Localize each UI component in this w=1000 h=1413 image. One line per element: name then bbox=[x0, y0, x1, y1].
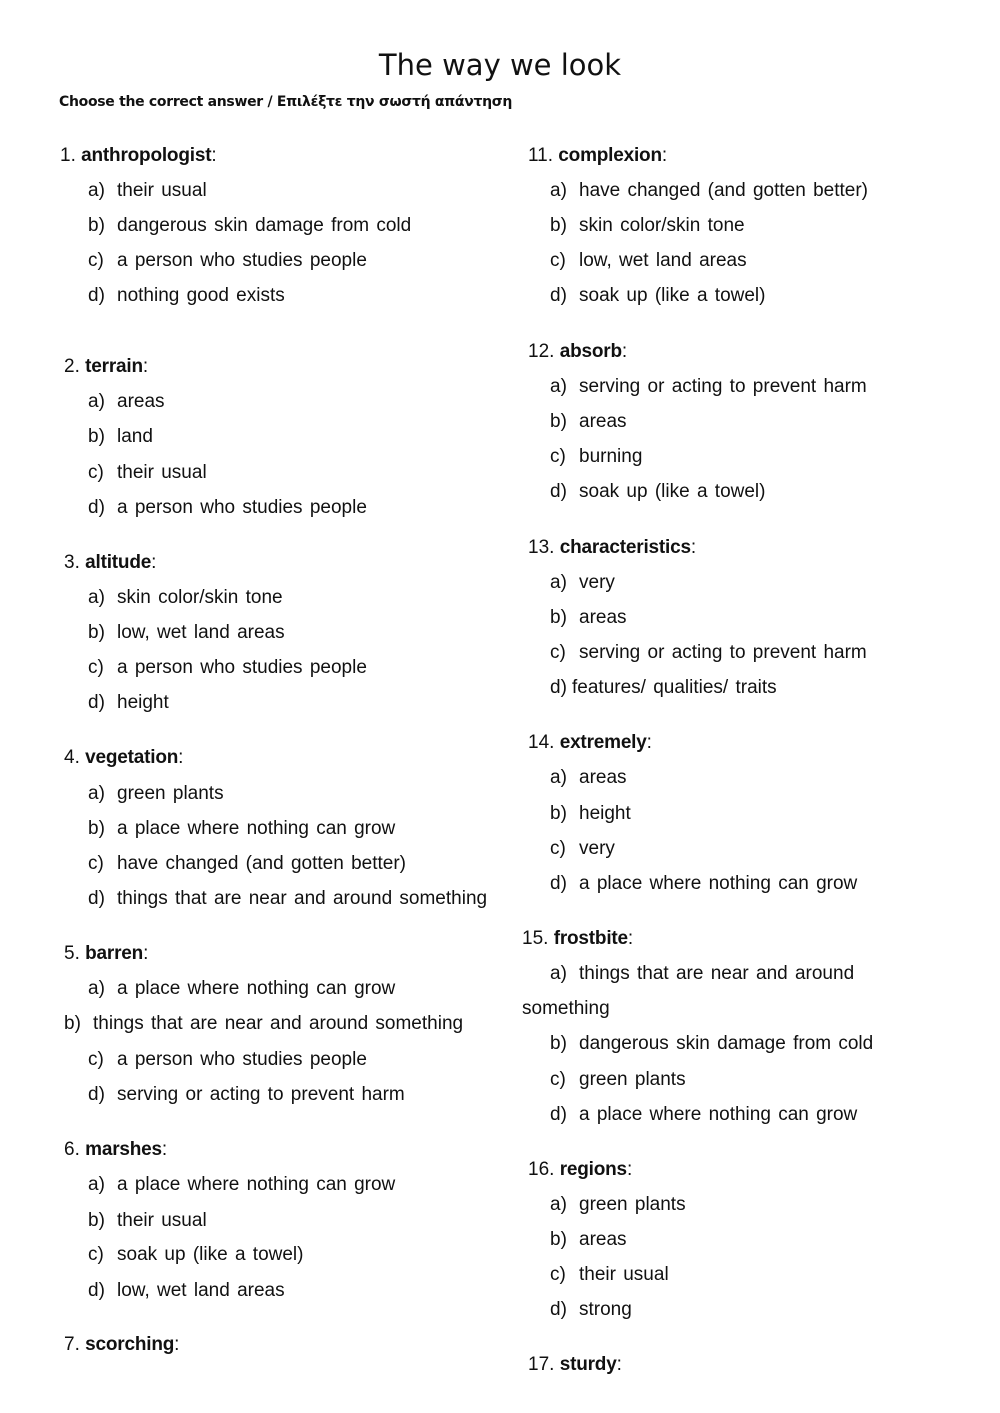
option-letter: d) bbox=[88, 1280, 105, 1301]
option-letter: b) bbox=[88, 215, 105, 236]
option-text: burning bbox=[579, 446, 643, 467]
question-number: 5. bbox=[64, 943, 80, 964]
answer-option[interactable] bbox=[88, 1210, 207, 1232]
question-heading bbox=[528, 537, 696, 559]
option-text: strong bbox=[579, 1299, 632, 1320]
question-number: 14. bbox=[528, 732, 555, 753]
answer-option[interactable] bbox=[88, 818, 395, 840]
option-letter: b) bbox=[550, 1229, 567, 1250]
option-letter: d) bbox=[88, 285, 105, 306]
question-word: complexion bbox=[558, 145, 662, 166]
option-letter: b) bbox=[550, 803, 567, 824]
answer-option[interactable] bbox=[88, 657, 367, 679]
option-letter: d) bbox=[550, 677, 567, 698]
option-letter: a) bbox=[550, 767, 567, 788]
answer-option[interactable] bbox=[88, 215, 411, 237]
option-letter: d) bbox=[88, 497, 105, 518]
answer-option[interactable] bbox=[88, 426, 153, 448]
question-number: 6. bbox=[64, 1139, 80, 1160]
option-letter: a) bbox=[550, 180, 567, 201]
option-text: serving or acting to prevent harm bbox=[579, 376, 867, 397]
question-word: extremely bbox=[559, 732, 647, 753]
option-text: have changed (and gotten better) bbox=[579, 180, 868, 201]
question-heading bbox=[528, 1159, 632, 1181]
question-word: absorb bbox=[559, 341, 622, 362]
option-text: a person who studies people bbox=[117, 1049, 367, 1070]
option-letter: c) bbox=[88, 1049, 104, 1070]
colon: : bbox=[626, 1159, 633, 1180]
colon: : bbox=[616, 1354, 622, 1375]
option-text: green plants bbox=[579, 1069, 686, 1090]
option-letter: a) bbox=[88, 391, 105, 412]
question-heading bbox=[64, 747, 183, 769]
question-word: marshes bbox=[85, 1139, 162, 1160]
option-text: a place where nothing can grow bbox=[117, 818, 396, 839]
option-letter: d) bbox=[550, 285, 567, 306]
option-letter: c) bbox=[88, 657, 104, 678]
option-text: height bbox=[117, 692, 169, 713]
option-text: very bbox=[579, 572, 615, 593]
question-heading bbox=[60, 145, 217, 167]
option-letter: c) bbox=[88, 462, 104, 483]
question-number: 1. bbox=[60, 145, 76, 166]
option-letter: a) bbox=[550, 376, 567, 397]
question-word: sturdy bbox=[559, 1354, 617, 1375]
question-word: scorching bbox=[85, 1334, 175, 1355]
answer-option[interactable] bbox=[88, 1084, 405, 1106]
answer-option[interactable] bbox=[88, 497, 367, 519]
option-letter: b) bbox=[550, 411, 567, 432]
answer-option[interactable] bbox=[88, 285, 285, 307]
option-text: soak up (like a towel) bbox=[579, 285, 766, 306]
question-word: characteristics bbox=[559, 537, 691, 558]
option-text: features/ qualities/ traits bbox=[572, 677, 777, 698]
answer-option[interactable] bbox=[88, 888, 487, 910]
option-text: a place where nothing can grow bbox=[579, 1104, 858, 1125]
option-letter: a) bbox=[88, 180, 105, 201]
option-text: a place where nothing can grow bbox=[117, 1174, 396, 1195]
option-letter: d) bbox=[550, 481, 567, 502]
answer-option[interactable] bbox=[550, 1033, 873, 1055]
answer-option[interactable] bbox=[550, 607, 627, 629]
answer-option[interactable] bbox=[550, 180, 868, 202]
option-text: areas bbox=[579, 1229, 627, 1250]
option-letter: d) bbox=[550, 1104, 567, 1125]
option-text: land bbox=[117, 426, 153, 447]
option-text: a place where nothing can grow bbox=[579, 873, 858, 894]
option-letter: b) bbox=[64, 1013, 81, 1034]
answer-option[interactable] bbox=[550, 1194, 686, 1216]
colon: : bbox=[621, 341, 628, 362]
option-letter: b) bbox=[88, 1210, 105, 1231]
option-text: something bbox=[522, 998, 610, 1019]
option-text: nothing good exists bbox=[117, 285, 285, 306]
option-letter: d) bbox=[88, 692, 105, 713]
colon: : bbox=[142, 356, 149, 377]
colon: : bbox=[211, 145, 217, 166]
option-text: height bbox=[579, 803, 631, 824]
answer-option[interactable] bbox=[88, 391, 165, 413]
question-number: 3. bbox=[64, 552, 80, 573]
option-letter: a) bbox=[88, 783, 105, 804]
option-letter: a) bbox=[550, 963, 567, 984]
option-text: low, wet land areas bbox=[117, 622, 285, 643]
option-letter: c) bbox=[550, 1069, 566, 1090]
answer-option[interactable] bbox=[550, 376, 867, 398]
question-heading bbox=[528, 1354, 622, 1376]
option-letter: b) bbox=[88, 622, 105, 643]
answer-option[interactable] bbox=[88, 250, 367, 272]
answer-option[interactable] bbox=[550, 1104, 857, 1126]
question-heading bbox=[528, 732, 652, 754]
question-heading bbox=[64, 552, 156, 574]
option-text: soak up (like a towel) bbox=[117, 1244, 304, 1265]
option-text: areas bbox=[579, 767, 627, 788]
option-letter: d) bbox=[88, 888, 105, 909]
answer-option[interactable] bbox=[550, 1069, 686, 1091]
option-text: dangerous skin damage from cold bbox=[579, 1033, 874, 1054]
option-text: green plants bbox=[117, 783, 224, 804]
colon: : bbox=[646, 732, 652, 753]
question-heading bbox=[64, 943, 148, 965]
option-letter: a) bbox=[88, 978, 105, 999]
answer-option[interactable] bbox=[88, 783, 224, 805]
answer-option[interactable] bbox=[550, 1264, 669, 1286]
option-text: low, wet land areas bbox=[117, 1280, 285, 1301]
colon: : bbox=[161, 1139, 168, 1160]
option-letter: c) bbox=[550, 642, 566, 663]
option-text: their usual bbox=[117, 180, 207, 201]
question-number: 17. bbox=[528, 1354, 555, 1375]
option-text: a person who studies people bbox=[117, 250, 367, 271]
option-letter: a) bbox=[550, 1194, 567, 1215]
option-text: things that are near and around something bbox=[117, 888, 488, 909]
option-letter: c) bbox=[550, 250, 566, 271]
answer-option[interactable] bbox=[88, 1280, 285, 1302]
option-letter: c) bbox=[550, 838, 566, 859]
page-title: The way we look bbox=[378, 48, 622, 82]
answer-option[interactable] bbox=[64, 1013, 463, 1035]
option-text: very bbox=[579, 838, 615, 859]
option-letter: c) bbox=[88, 1244, 104, 1265]
option-letter: c) bbox=[550, 1264, 566, 1285]
question-number: 16. bbox=[528, 1159, 555, 1180]
answer-option[interactable] bbox=[550, 446, 642, 468]
option-letter: b) bbox=[550, 215, 567, 236]
option-text: low, wet land areas bbox=[579, 250, 747, 271]
answer-option bbox=[522, 998, 610, 1020]
answer-option[interactable] bbox=[550, 803, 631, 825]
option-text: skin color/skin tone bbox=[579, 215, 745, 236]
answer-option[interactable] bbox=[550, 767, 627, 789]
answer-option[interactable] bbox=[550, 1229, 627, 1251]
option-letter: d) bbox=[550, 873, 567, 894]
colon: : bbox=[178, 747, 184, 768]
answer-option[interactable] bbox=[550, 285, 765, 307]
question-heading bbox=[64, 1139, 167, 1161]
answer-option[interactable] bbox=[550, 963, 854, 985]
option-text: a person who studies people bbox=[117, 657, 367, 678]
question-word: frostbite bbox=[553, 928, 628, 949]
option-letter: b) bbox=[88, 818, 105, 839]
option-text: serving or acting to prevent harm bbox=[579, 642, 867, 663]
option-letter: d) bbox=[88, 1084, 105, 1105]
answer-option[interactable] bbox=[550, 572, 615, 594]
answer-option[interactable] bbox=[88, 1174, 395, 1196]
question-word: vegetation bbox=[85, 747, 179, 768]
answer-option[interactable] bbox=[550, 481, 765, 503]
option-text: their usual bbox=[117, 1210, 207, 1231]
question-word: barren bbox=[85, 943, 144, 964]
answer-option[interactable] bbox=[550, 677, 777, 699]
question-word: anthropologist bbox=[81, 145, 212, 166]
option-text: things that are near and around something bbox=[93, 1013, 464, 1034]
option-text: areas bbox=[579, 411, 627, 432]
answer-option[interactable] bbox=[88, 692, 169, 714]
instructions: Choose the correct answer / Επιλέξτε την σωστή απάντηση bbox=[59, 94, 513, 110]
option-text: a place where nothing can grow bbox=[117, 978, 396, 999]
question-heading bbox=[528, 145, 667, 167]
answer-option[interactable] bbox=[550, 873, 857, 895]
question-number: 12. bbox=[528, 341, 555, 362]
option-text: areas bbox=[117, 391, 165, 412]
question-heading bbox=[64, 1334, 179, 1356]
option-text: their usual bbox=[579, 1264, 669, 1285]
option-text: serving or acting to prevent harm bbox=[117, 1084, 405, 1105]
option-letter: c) bbox=[550, 446, 566, 467]
option-text: a person who studies people bbox=[117, 497, 367, 518]
option-text: have changed (and gotten better) bbox=[117, 853, 406, 874]
option-text: areas bbox=[579, 607, 627, 628]
option-letter: b) bbox=[550, 607, 567, 628]
option-letter: b) bbox=[550, 1033, 567, 1054]
colon: : bbox=[143, 943, 149, 964]
answer-option[interactable] bbox=[550, 642, 867, 664]
question-word: regions bbox=[559, 1159, 627, 1180]
option-text: dangerous skin damage from cold bbox=[117, 215, 412, 236]
colon: : bbox=[661, 145, 668, 166]
question-number: 11. bbox=[528, 145, 554, 166]
question-number: 15. bbox=[522, 928, 549, 949]
answer-option[interactable] bbox=[88, 1049, 367, 1071]
answer-option[interactable] bbox=[88, 462, 207, 484]
option-letter: b) bbox=[88, 426, 105, 447]
answer-option[interactable] bbox=[550, 250, 747, 272]
question-number: 13. bbox=[528, 537, 555, 558]
option-letter: a) bbox=[88, 1174, 105, 1195]
question-number: 7. bbox=[64, 1334, 80, 1355]
option-text: skin color/skin tone bbox=[117, 587, 283, 608]
answer-option[interactable] bbox=[88, 978, 395, 1000]
answer-option[interactable] bbox=[88, 180, 207, 202]
answer-option[interactable] bbox=[550, 838, 615, 860]
option-letter: c) bbox=[88, 250, 104, 271]
option-letter: a) bbox=[550, 572, 567, 593]
option-letter: d) bbox=[550, 1299, 567, 1320]
colon: : bbox=[174, 1334, 180, 1355]
option-letter: c) bbox=[88, 853, 104, 874]
question-heading bbox=[64, 356, 148, 378]
option-text: green plants bbox=[579, 1194, 686, 1215]
question-word: terrain bbox=[85, 356, 143, 377]
answer-option[interactable] bbox=[88, 1244, 303, 1266]
option-letter: a) bbox=[88, 587, 105, 608]
answer-option[interactable] bbox=[88, 622, 285, 644]
answer-option[interactable] bbox=[550, 215, 745, 237]
option-text: their usual bbox=[117, 462, 207, 483]
question-heading bbox=[528, 341, 627, 363]
colon: : bbox=[690, 537, 697, 558]
question-number: 4. bbox=[64, 747, 80, 768]
colon: : bbox=[151, 552, 157, 573]
colon: : bbox=[627, 928, 634, 949]
answer-option[interactable] bbox=[550, 1299, 632, 1321]
answer-option[interactable] bbox=[88, 587, 283, 609]
question-word: altitude bbox=[85, 552, 152, 573]
answer-option[interactable] bbox=[88, 853, 406, 875]
option-text: soak up (like a towel) bbox=[579, 481, 766, 502]
option-text: things that are near and around bbox=[579, 963, 855, 984]
question-heading bbox=[522, 928, 633, 950]
question-number: 2. bbox=[64, 356, 80, 377]
answer-option[interactable] bbox=[550, 411, 627, 433]
